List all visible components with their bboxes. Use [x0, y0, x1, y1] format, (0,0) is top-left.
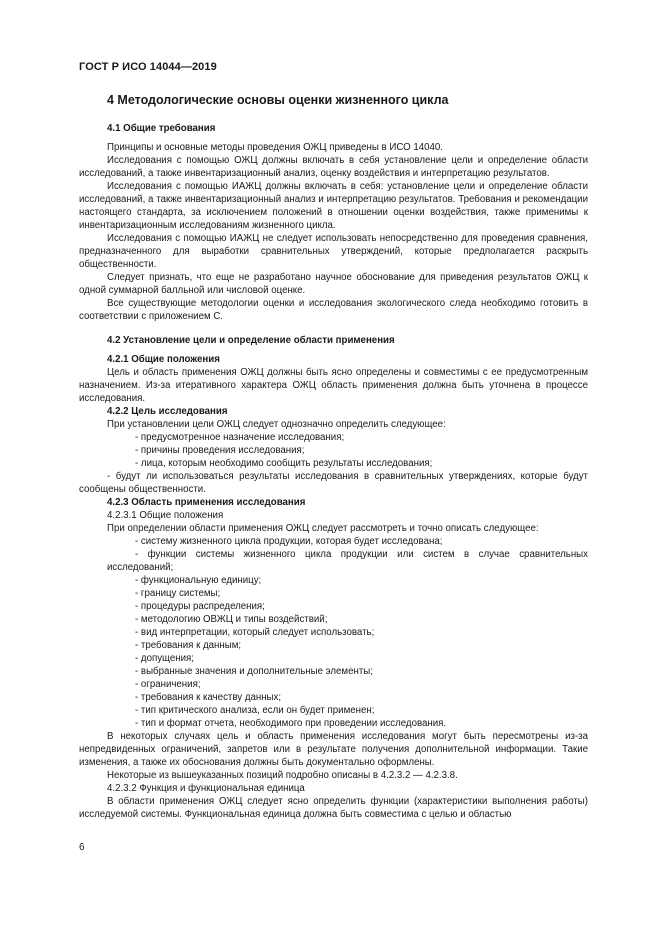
- list-item: - требования к качеству данных;: [135, 692, 282, 703]
- section-4-2-3-2-title: 4.2.3.2 Функция и функциональная единица: [107, 783, 305, 794]
- standard-header: ГОСТ Р ИСО 14044—2019: [79, 61, 217, 73]
- list-item: - функциональную единицу;: [135, 575, 262, 586]
- list-item: - требования к данным;: [135, 640, 242, 651]
- list-item: - тип критического анализа, если он будет применен;: [135, 705, 375, 716]
- section-4-2-1-title: 4.2.1 Общие положения: [107, 354, 220, 365]
- paragraph: При определении области применения ОЖЦ следует рассмотреть и точно описать следующее:: [107, 523, 539, 534]
- list-item: - границу системы;: [135, 588, 221, 599]
- paragraph: В области применения ОЖЦ следует ясно определить функции (характеристики выполнения работы) исследуемой системы. Функциональная единица должна быть совместима с целью и областью: [79, 796, 588, 820]
- list-item: - причины проведения исследования;: [135, 445, 305, 456]
- section-4-1-title: 4.1 Общие требования: [107, 123, 216, 134]
- paragraph: Некоторые из вышеуказанных позиций подробно описаны в 4.2.3.2 — 4.2.3.8.: [107, 770, 458, 781]
- paragraph: При установлении цели ОЖЦ следует однозначно определить следующее:: [107, 419, 446, 430]
- list-item: - процедуры распределения;: [135, 601, 265, 612]
- paragraph: Следует признать, что еще не разработано научное обоснование для приведения результатов ОЖЦ к одной суммарной балльной или числовой оценке.: [79, 272, 588, 296]
- list-item: - выбранные значения и дополнительные элементы;: [135, 666, 373, 677]
- paragraph: В некоторых случаях цель и область применения исследования могут быть пересмотрены из-за непредвиденных ограничений, запретов или в результате получения дополнительной информации. Такие изменения, а также их обоснования должны быть документально оформлены.: [79, 731, 588, 768]
- list-item: - функции системы жизненного цикла продукции или систем в случае сравнительных исследований;: [107, 549, 588, 573]
- list-item: - допущения;: [135, 653, 194, 664]
- list-item: - вид интерпретации, который следует использовать;: [135, 627, 375, 638]
- paragraph: Принципы и основные методы проведения ОЖЦ приведены в ИСО 14040.: [107, 142, 443, 153]
- section-4-2-3-title: 4.2.3 Область применения исследования: [107, 497, 306, 508]
- list-item: - лица, которым необходимо сообщить результаты исследования;: [135, 458, 433, 469]
- section-4-2-title: 4.2 Установление цели и определение области применения: [107, 335, 395, 346]
- section-4-2-2-title: 4.2.2 Цель исследования: [107, 406, 228, 417]
- paragraph: Все существующие методологии оценки и исследования экологического следа необходимо готовить в соответствии с приложением С.: [79, 298, 588, 322]
- list-item: - ограничения;: [135, 679, 201, 690]
- paragraph: Цель и область применения ОЖЦ должны быть ясно определены и совместимы с ее предусмотренным назначением. Из-за итеративного характера ОЖЦ область применения должна быть уточнена в процессе исследования.: [79, 367, 588, 404]
- list-item: - методологию ОВЖЦ и типы воздействий;: [135, 614, 328, 625]
- paragraph: Исследования с помощью ОЖЦ должны включать в себя установление цели и определение области исследований, а также инвентаризационный анализ, оценку воздействия и интерпретацию результатов.: [79, 155, 588, 179]
- list-item: - тип и формат отчета, необходимого при проведении исследования.: [135, 718, 447, 729]
- list-item: - систему жизненного цикла продукции, которая будет исследована;: [135, 536, 443, 547]
- list-item: - будут ли использоваться результаты исследования в сравнительных утверждениях, которые будут сообщены общественности.: [79, 471, 588, 495]
- paragraph: Исследования с помощью ИАЖЦ должны включать в себя: установление цели и определение области исследований, а также инвентаризационный анализ и интерпретацию результатов. Требования и рекомендации настоящего стандарта, за исключением положений в отношении оценки воздействия, также применимы к инвентаризационным исследованиям жизненного цикла.: [79, 181, 588, 231]
- page-number: 6: [79, 842, 85, 853]
- list-item: - предусмотренное назначение исследования;: [135, 432, 345, 443]
- document-body: [79, 92, 588, 821]
- section-4-2-3-1-title: 4.2.3.1 Общие положения: [107, 510, 224, 521]
- section-4-title: 4 Методологические основы оценки жизненного цикла: [107, 93, 449, 107]
- paragraph: Исследования с помощью ИАЖЦ не следует использовать непосредственно для проведения сравнения, предназначенного для выработки сравнительных утверждений, которые предполагается раскрыть общественности.: [79, 233, 588, 270]
